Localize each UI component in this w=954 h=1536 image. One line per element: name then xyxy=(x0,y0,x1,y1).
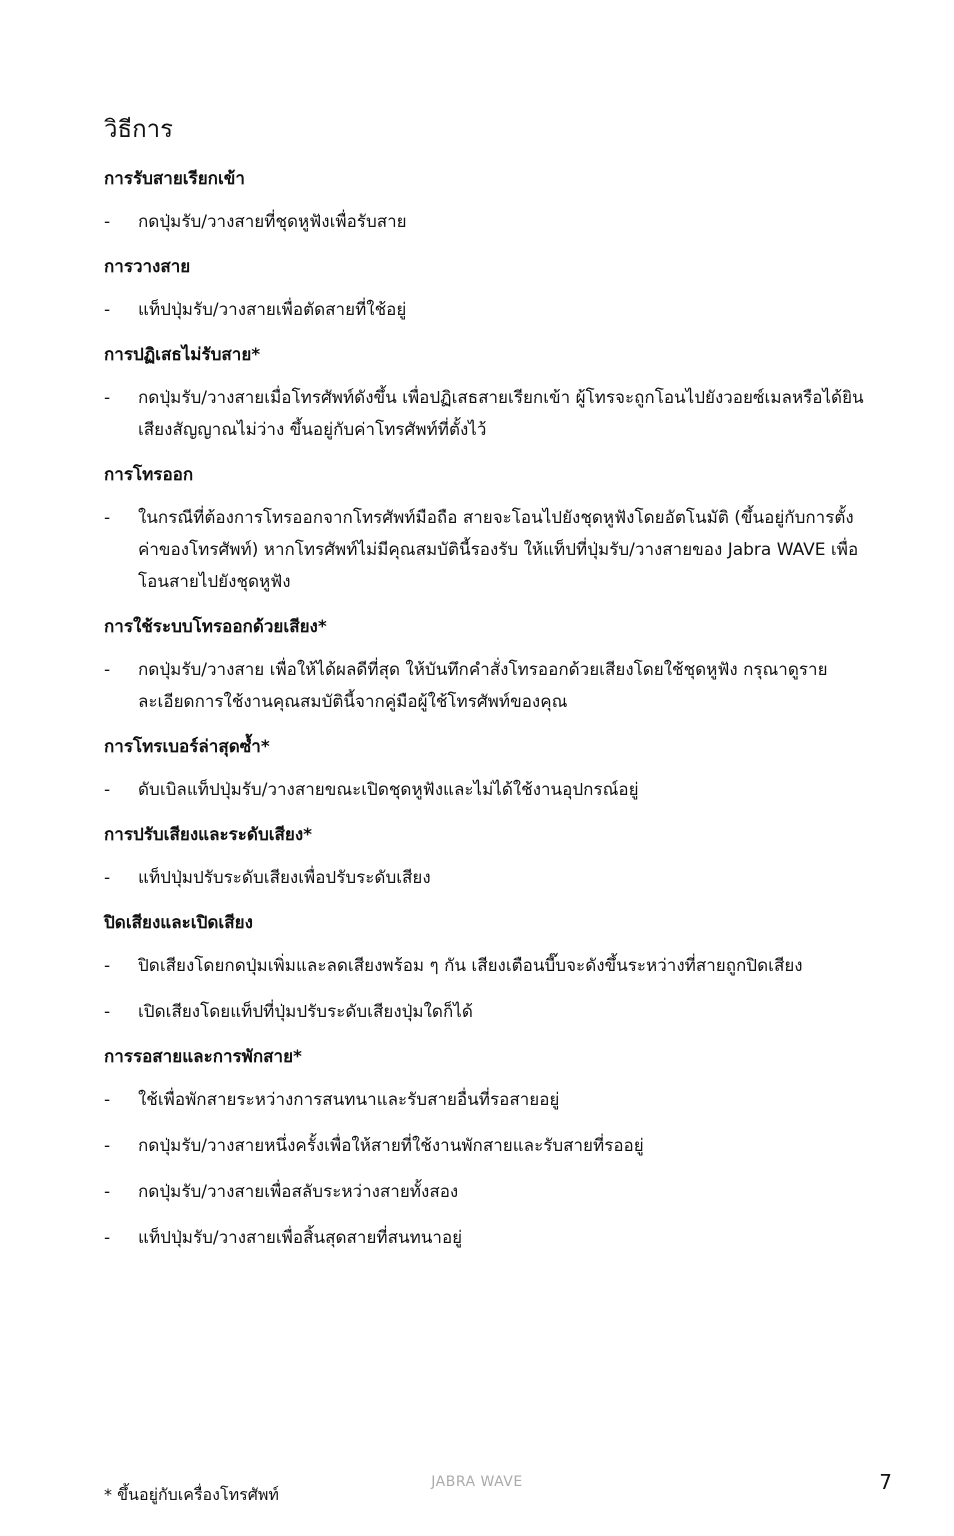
list-item xyxy=(104,1084,864,1116)
section-items xyxy=(104,774,864,806)
section-title: ปิดเสียงและเปิดเสียง xyxy=(104,913,253,933)
footnote: * ขึ้นอยู่กับเครื่องโทรศัพท์ xyxy=(104,1485,279,1504)
page-heading: วิธีการ xyxy=(104,115,174,143)
bullet-dash: - xyxy=(104,660,111,680)
section-items xyxy=(104,294,864,326)
list-item xyxy=(104,996,864,1028)
bullet-dash: - xyxy=(104,388,111,408)
bullet-dash: - xyxy=(104,1228,111,1248)
list-item xyxy=(104,950,864,982)
list-item xyxy=(104,1176,864,1208)
list-item-text: กดปุ่มรับ/วางสายเพื่อสลับระหว่างสายทั้งสอง xyxy=(138,1182,459,1202)
footer-brand: JABRA WAVE xyxy=(431,1474,523,1490)
list-item-text: กดปุ่มรับ/วางสาย เพื่อให้ได้ผลดีที่สุด ให้บันทึกคำสั่งโทรออกด้วยเสียงโดยใช้ชุดหูฟัง กรุณาดูรายละเอียดการใช้งานคุณสมบัตินี้จากคู่มือผู้ใช้โทรศัพท์ของคุณ xyxy=(138,660,828,712)
list-item xyxy=(104,862,864,894)
list-item xyxy=(104,654,864,718)
list-item-text: กดปุ่มรับ/วางสายหนึ่งครั้งเพื่อให้สายที่ใช้งานพักสายและรับสายที่รออยู่ xyxy=(138,1136,644,1156)
section-title: การโทรเบอร์ล่าสุดซ้ำ* xyxy=(104,737,270,757)
section-items xyxy=(104,206,864,238)
bullet-dash: - xyxy=(104,212,111,232)
section-title: การรับสายเรียกเข้า xyxy=(104,169,245,189)
list-item-text: แท็ปปุ่มปรับระดับเสียงเพื่อปรับระดับเสียง xyxy=(138,868,431,888)
section-items xyxy=(104,950,864,1028)
bullet-dash: - xyxy=(104,868,111,888)
list-item xyxy=(104,1222,864,1254)
bullet-dash: - xyxy=(104,1090,111,1110)
bullet-dash: - xyxy=(104,780,111,800)
list-item-text: เปิดเสียงโดยแท็ปที่ปุ่มปรับระดับเสียงปุ่มใดก็ได้ xyxy=(138,1002,473,1022)
section-items xyxy=(104,502,864,598)
sections-container xyxy=(104,166,864,1254)
section-title: การปรับเสียงและระดับเสียง* xyxy=(104,825,313,845)
list-item-text: ดับเบิลแท็ปปุ่มรับ/วางสายขณะเปิดชุดหูฟังและไม่ได้ใช้งานอุปกรณ์อยู่ xyxy=(138,780,639,800)
section-title: การใช้ระบบโทรออกด้วยเสียง* xyxy=(104,617,327,637)
section-title: การรอสายและการพักสาย* xyxy=(104,1047,302,1067)
list-item-text: ในกรณีที่ต้องการโทรออกจากโทรศัพท์มือถือ สายจะโอนไปยังชุดหูฟังโดยอัตโนมัติ (ขึ้นอยู่กับการตั้งค่าของโทรศัพท์) หากโทรศัพท์ไม่มีคุณสมบัตินี้รองรับ ให้แท็ปที่ปุ่มรับ/วางสายของ Jabra WAVE เพื่อโอนสายไปยังชุดหูฟัง xyxy=(138,508,859,592)
bullet-dash: - xyxy=(104,956,111,976)
list-item xyxy=(104,294,864,326)
bullet-dash: - xyxy=(104,300,111,320)
section-title: การโทรออก xyxy=(104,465,194,485)
list-item xyxy=(104,1130,864,1162)
bullet-dash: - xyxy=(104,1002,111,1022)
list-item-text: ปิดเสียงโดยกดปุ่มเพิ่มและลดเสียงพร้อม ๆ กัน เสียงเตือนบี๊บจะดังขึ้นระหว่างที่สายถูกปิดเสียง xyxy=(138,956,803,976)
list-item-text: ใช้เพื่อพักสายระหว่างการสนทนาและรับสายอื่นที่รอสายอยู่ xyxy=(138,1090,560,1110)
section-items xyxy=(104,654,864,718)
list-item xyxy=(104,774,864,806)
section-title: การวางสาย xyxy=(104,257,191,277)
section-items xyxy=(104,1084,864,1254)
section-title: การปฏิเสธไม่รับสาย* xyxy=(104,345,261,365)
page-number: 7 xyxy=(879,1470,892,1494)
section-items xyxy=(104,382,864,446)
section-items xyxy=(104,862,864,894)
list-item xyxy=(104,206,864,238)
list-item-text: แท็ปปุ่มรับ/วางสายเพื่อสิ้นสุดสายที่สนทนาอยู่ xyxy=(138,1228,463,1248)
list-item-text: แท็ปปุ่มรับ/วางสายเพื่อตัดสายที่ใช้อยู่ xyxy=(138,300,407,320)
bullet-dash: - xyxy=(104,1136,111,1156)
list-item-text: กดปุ่มรับ/วางสายเมื่อโทรศัพท์ดังขึ้น เพื่อปฏิเสธสายเรียกเข้า ผู้โทรจะถูกโอนไปยังวอยซ์เมลหรือได้ยินเสียงสัญญาณไม่ว่าง ขึ้นอยู่กับค่าโทรศัพท์ที่ตั้งไว้ xyxy=(138,388,864,440)
list-item-text: กดปุ่มรับ/วางสายที่ชุดหูฟังเพื่อรับสาย xyxy=(138,212,407,232)
list-item xyxy=(104,502,864,598)
bullet-dash: - xyxy=(104,1182,111,1202)
list-item xyxy=(104,382,864,446)
page-content xyxy=(104,112,864,1270)
bullet-dash: - xyxy=(104,508,111,528)
